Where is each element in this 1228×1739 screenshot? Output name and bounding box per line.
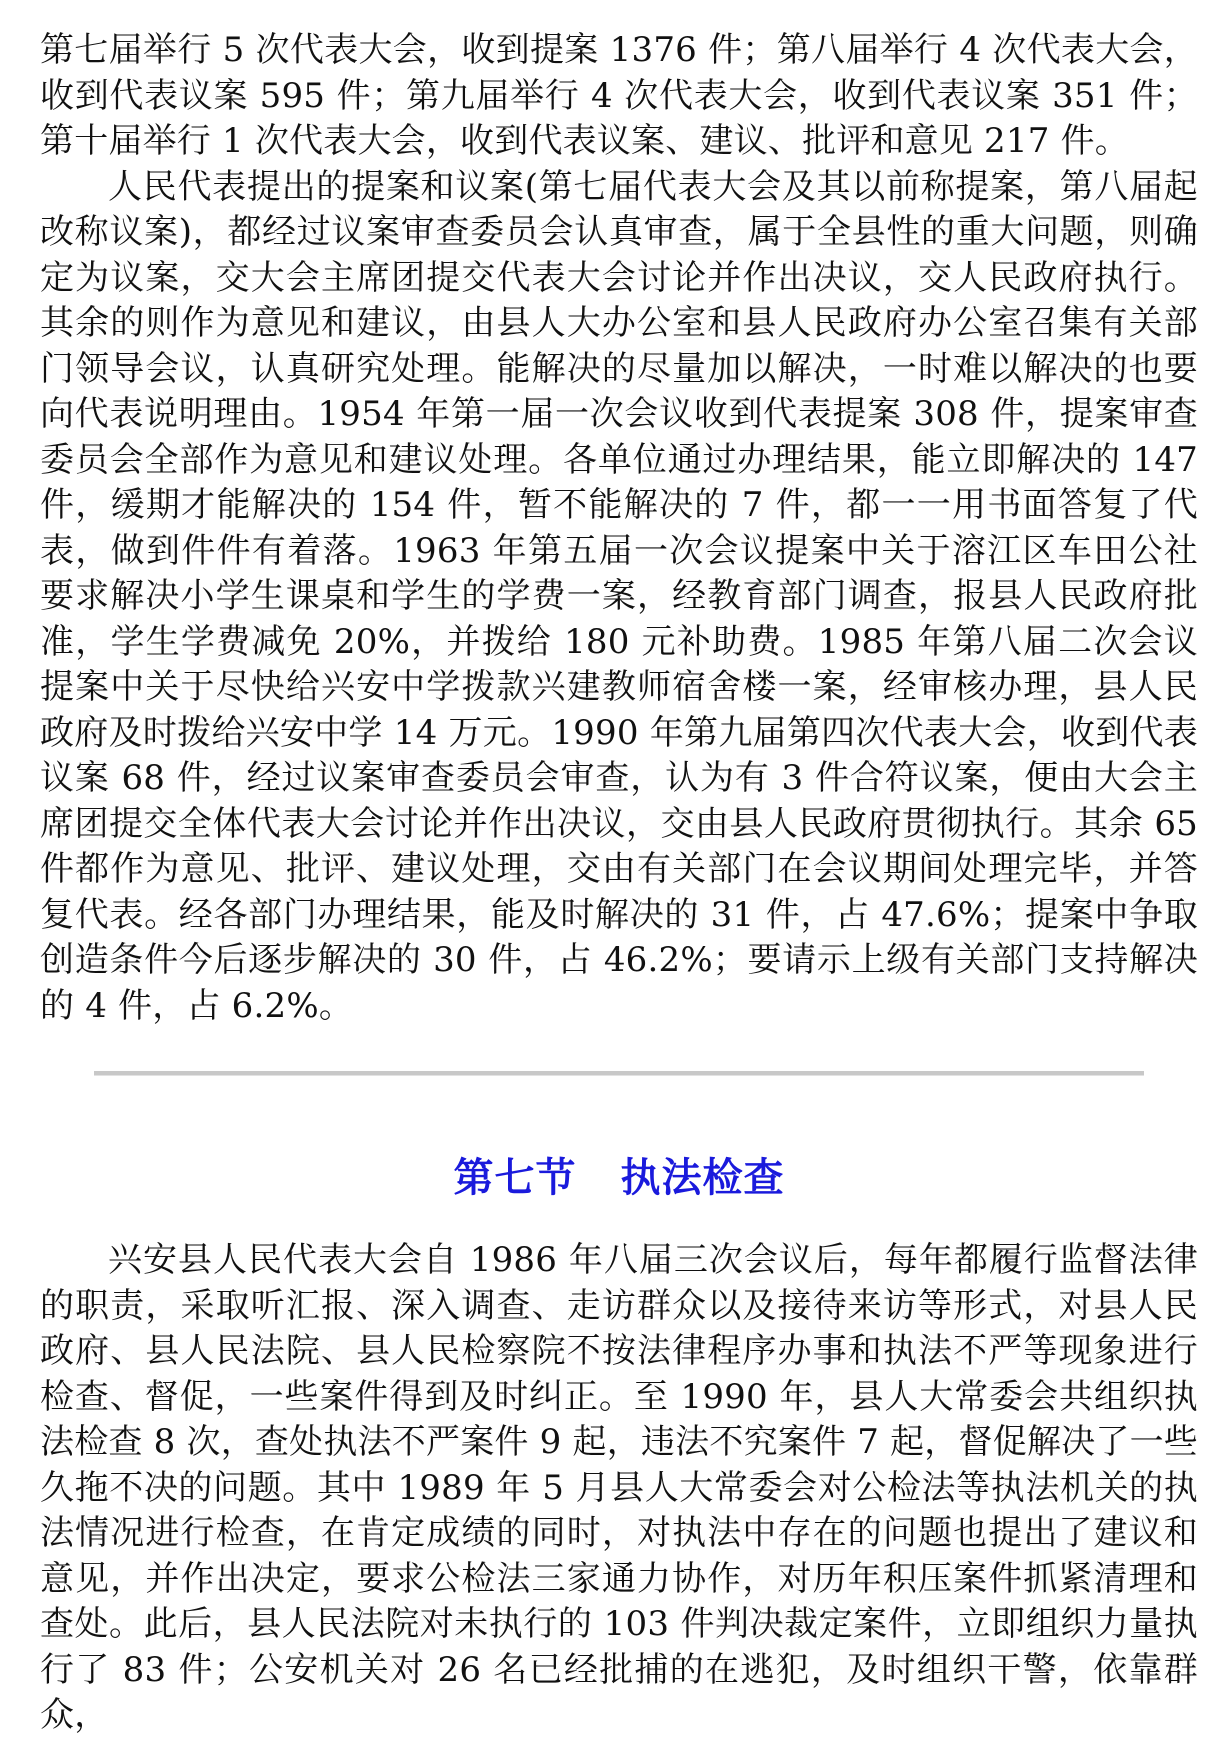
document-page	[40, 28, 1198, 1739]
section-heading	[40, 1152, 1198, 1204]
paragraph-proposal-handling: 人民代表提出的提案和议案(第七届代表大会及其以前称提案，第八届起改称议案)，都经过议案审查委员会认真审查，属于全县性的重大问题，则确定为议案，交大会主席团提交代表大会讨论并作出决议，交人民政府执行。其余的则作为意见和建议，由县人大办公室和县人民政府办公室召集有关部门领导会议，认真研究处理。能解决的尽量加以解决，一时难以解决的也要向代表说明理由。1954 年第一届一次会议收到代表提案 308 件，提案审查委员会全部作为意见和建议处理。各单位通过办理结果，能立即解决的 147 件，缓期才能解决的 154 件，暂不能解决的 7 件，都一一用书面答复了代表，做到件件有着落。1963 年第五届一次会议提案中关于溶江区车田公社要求解决小学生课桌和学生的学费一案，经教育部门调查，报县人民政府批准，学生学费减免 20%，并拨给 180 元补助费。1985 年第八届二次会议提案中关于尽快给兴安中学拨款兴建教师宿舍楼一案，经审核办理，县人民政府及时拨给兴安中学 14 万元。1990 年第九届第四次代表大会，收到代表议案 68 件，经过议案审查委员会审查，认为有 3 件合符议案，便由大会主席团提交全体代表大会讨论并作出决议，交由县人民政府贯彻执行。其余 65 件都作为意见、批评、建议处理，交由有关部门在会议期间处理完毕，并答复代表。经各部门办理结果，能及时解决的 31 件，占 47.6%；提案中争取创造条件今后逐步解决的 30 件，占 46.2%；要请示上级有关部门支持解决的 4 件，占 6.2%。	[40, 166, 1198, 1026]
section-number: 第七节	[453, 1154, 577, 1201]
paragraph-proposal-counts: 第七届举行 5 次代表大会，收到提案 1376 件；第八届举行 4 次代表大会，收到代表议案 595 件；第九届举行 4 次代表大会，收到代表议案 351 件；第十届举行 1 次代表大会，收到代表议案、建议、批评和意见 217 件。	[40, 30, 1198, 161]
section-divider	[94, 1071, 1144, 1076]
paragraph-law-enforcement-inspection: 兴安县人民代表大会自 1986 年八届三次会议后，每年都履行监督法律的职责，采取听汇报、深入调查、走访群众以及接待来访等形式，对县人民政府、县人民法院、县人民检察院不按法律程序办事和执法不严等现象进行检查、督促，一些案件得到及时纠正。至 1990 年，县人大常委会共组织执法检查 8 次，查处执法不严案件 9 起，违法不究案件 7 起，督促解决了一些久拖不决的问题。其中 1989 年 5 月县人大常委会对公检法等执法机关的执法情况进行检查，在肯定成绩的同时，对执法中存在的问题也提出了建议和意见，并作出决定，要求公检法三家通力协作，对历年积压案件抓紧清理和查处。此后，县人民法院对未执行的 103 件判决裁定案件，立即组织力量执行了 83 件；公安机关对 26 名已经批捕的在逃犯，及时组织干警，依靠群众，	[40, 1240, 1198, 1735]
section-title-text: 执法检查	[620, 1154, 785, 1201]
